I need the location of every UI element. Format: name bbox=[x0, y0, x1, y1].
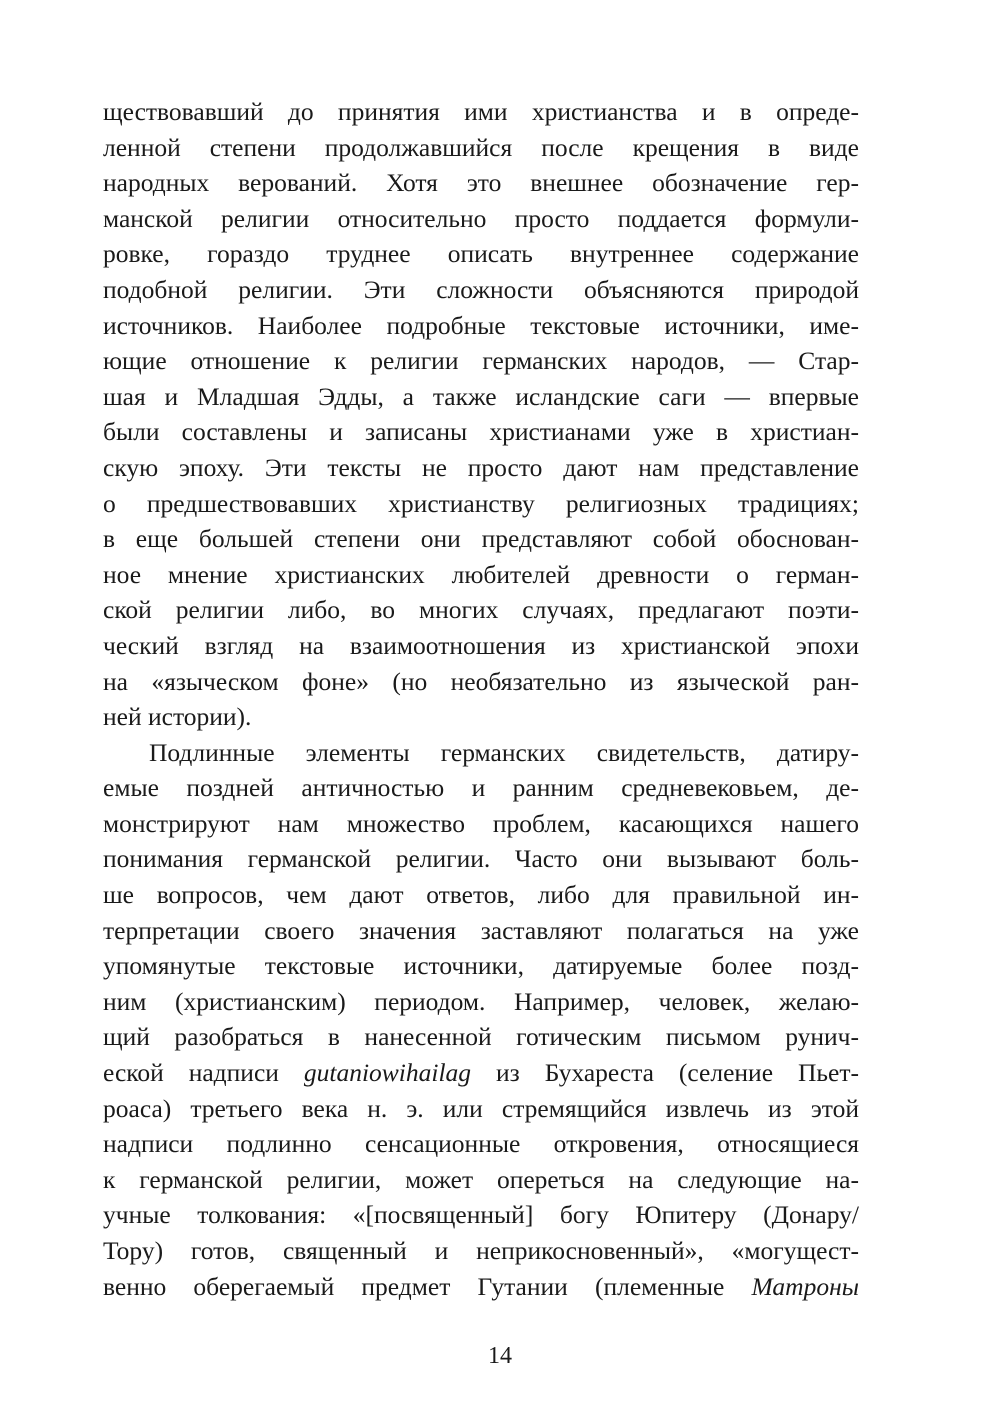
text-line: ним (христианским) периодом. Например, человек, желаю- bbox=[103, 986, 859, 1016]
text-line: народных верований. Хотя это внешнее обозначение гер- bbox=[103, 168, 859, 198]
text-line-last bbox=[103, 1269, 859, 1305]
text-line: ческий взгляд на взаимоотношения из христианской эпохи bbox=[103, 630, 859, 660]
text-line: манской религии относительно просто поддается формули- bbox=[103, 203, 859, 233]
text-segment: еской надписи bbox=[103, 1058, 304, 1088]
text-line: надписи подлинно сенсационные откровения, относящиеся bbox=[103, 1129, 859, 1159]
text-line: учные толкования: «[посвященный] богу Юпитеру (Донару/ bbox=[103, 1200, 859, 1230]
text-line: терпретации своего значения заставляют полагаться на уже bbox=[103, 915, 859, 945]
text-line: упомянутые текстовые источники, датируемые более позд- bbox=[103, 951, 859, 981]
text-line: ществовавший до принятия ими христианства и в опреде- bbox=[103, 97, 859, 126]
paragraph-2 bbox=[103, 735, 859, 1305]
text-line: шая и Младшая Эдды, а также исландские саги — впервые bbox=[103, 381, 859, 411]
text-line: щий разобраться в нанесенной готическим письмом рунич- bbox=[103, 1022, 859, 1052]
text-line: ровке, гораздо труднее описать внутреннее содержание bbox=[103, 239, 859, 269]
text-line: ленной степени продолжавшийся после крещения в виде bbox=[103, 132, 859, 162]
page-body-text bbox=[103, 94, 859, 1304]
text-line: скую эпоху. Эти тексты не просто дают нам представление bbox=[103, 452, 859, 482]
paragraph-1 bbox=[103, 94, 859, 735]
text-line: роаса) третьего века н. э. или стремящийся извлечь из этой bbox=[103, 1093, 859, 1123]
text-line: о предшествовавших христианству религиозных традициях; bbox=[103, 488, 859, 518]
text-line: ное мнение христианских любителей древности о герман- bbox=[103, 559, 859, 589]
text-line: монстрируют нам множество проблем, касающихся нашего bbox=[103, 808, 859, 838]
text-segment: венно оберегаемый предмет Гутании (племенные bbox=[103, 1271, 752, 1301]
text-line: емые поздней античностью и ранним средневековьем, де- bbox=[103, 773, 859, 803]
text-line: источников. Наиболее подробные текстовые источники, име- bbox=[103, 310, 859, 340]
text-segment: из Бухареста (селение Пьет- bbox=[471, 1058, 859, 1088]
text-line: к германской религии, может опереться на следующие на- bbox=[103, 1164, 859, 1194]
text-line-rune-inscription bbox=[103, 1055, 859, 1091]
text-line: на «языческом фоне» (но необязательно из языческой ран- bbox=[103, 666, 859, 696]
text-line: ской религии либо, во многих случаях, предлагают поэти- bbox=[103, 595, 859, 625]
text-line: ющие отношение к религии германских народов, — Стар- bbox=[103, 346, 859, 376]
text-line: ней истории). bbox=[103, 702, 252, 732]
text-line: Тору) готов, священный и неприкосновенный», «могущест- bbox=[103, 1236, 859, 1265]
rune-inscription-term: gutaniowihailag bbox=[303, 1058, 472, 1088]
matrony-term: Матроны bbox=[751, 1271, 859, 1301]
text-line: в еще большей степени они представляют собой обоснован- bbox=[103, 524, 859, 554]
text-line: подобной религии. Эти сложности объясняются природой bbox=[103, 274, 859, 304]
page-number: 14 bbox=[488, 1343, 512, 1369]
text-line: были составлены и записаны христианами уже в христиан- bbox=[103, 417, 859, 447]
text-line: ше вопросов, чем дают ответов, либо для правильной ин- bbox=[103, 880, 859, 910]
text-line: Подлинные элементы германских свидетельств, датиру- bbox=[149, 737, 859, 767]
text-line: понимания германской религии. Часто они вызывают боль- bbox=[103, 844, 859, 874]
